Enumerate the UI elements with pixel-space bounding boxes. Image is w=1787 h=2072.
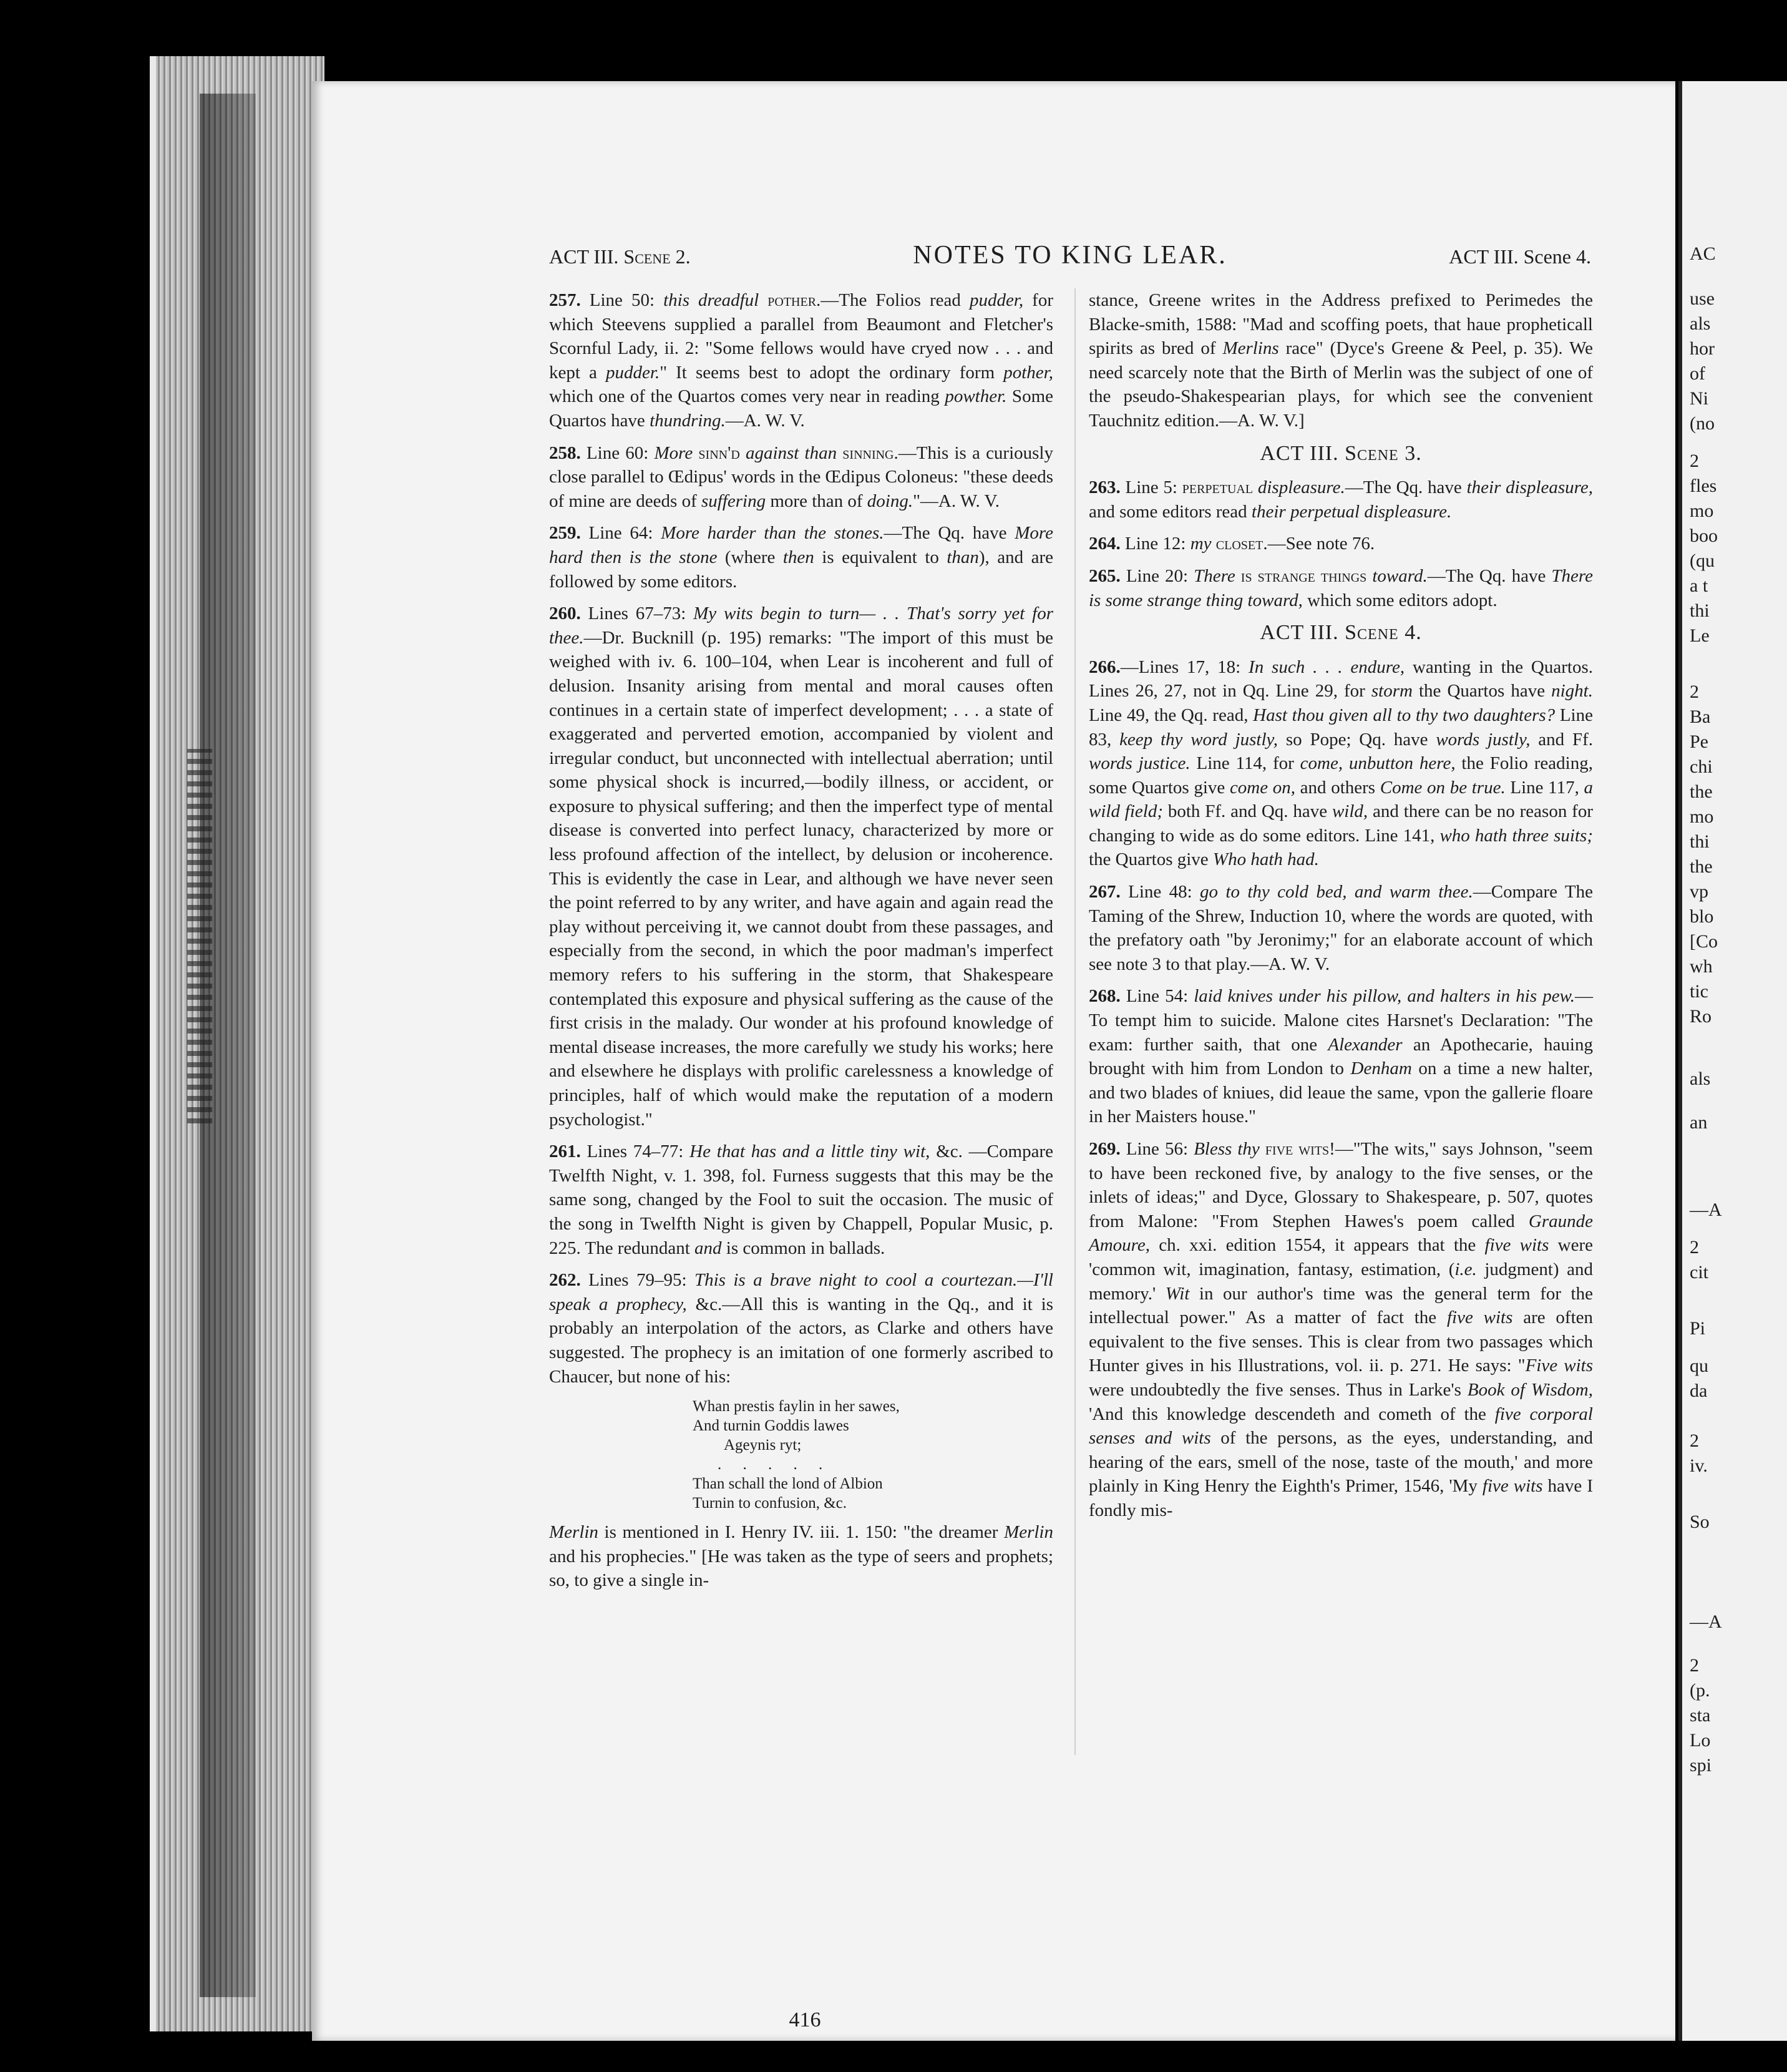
facing-page-text-fragment: Ba — [1690, 706, 1711, 727]
facing-page-text-fragment: a t — [1690, 575, 1708, 596]
facing-page-text-fragment: thi — [1690, 831, 1710, 852]
note-263: 263. Line 5: perpetual displeasure.—The Qq. have their displeasure, and some editors read their perpetual displeasure. — [1089, 477, 1594, 522]
note-257: 257. Line 50: this dreadful pother.—The Folios read pudder, for which Steevens supplied a parallel from Beaumont and Fletcher's Scornful Lady, ii. 2: "Some fellows would have cryed now . . . and kept a pudder." It seems best to adopt the ordinary form pother, which one of the Quartos comes very near in reading powther. Some Quartos have thundring.—A. W. V. — [549, 290, 1053, 431]
facing-page-fragment — [1678, 81, 1787, 2041]
column-divider — [1074, 288, 1076, 1755]
scene-heading-3: ACT III. Scene 3. — [1260, 441, 1422, 465]
facing-page-text-fragment: hor — [1690, 338, 1715, 359]
facing-page-text-fragment: 2 — [1690, 682, 1699, 702]
facing-page-text-fragment: als — [1690, 313, 1711, 334]
facing-page-text-fragment: the — [1690, 856, 1713, 877]
running-head — [549, 240, 1591, 271]
facing-page-text-fragment: 2 — [1690, 1237, 1699, 1258]
left-column — [549, 288, 1053, 1601]
facing-page-text-fragment: Ni — [1690, 388, 1708, 409]
note-258: 258. Line 60: More sinn'd against than sinning.—This is a curiously close parallel to Œdipus' words in the Œdipus Coloneus: "these deeds of mine are deeds of suffering more than of doing."—A. W. V. — [549, 442, 1054, 511]
facing-page-text-fragment: iv. — [1690, 1455, 1708, 1476]
facing-page-text-fragment: chi — [1690, 756, 1713, 777]
facing-page-text-fragment: an — [1690, 1112, 1708, 1133]
facing-page-text-fragment: 2 — [1690, 1430, 1699, 1451]
facing-page-text-fragment: Ro — [1690, 1006, 1712, 1027]
note-261: 261. Lines 74–77: He that has and a little tiny wit, &c. —Compare Twelfth Night, v. 1. 398, fol. Furness suggests that this may be the same song, changed by the Fool to suit the occasion. The music of the song in Twelfth Night is given by Chappell, Popular Music, p. 225. The redundant and is common in ballads. — [549, 1141, 1053, 1258]
right-column — [1089, 288, 1593, 1531]
facing-page-text-fragment: thi — [1690, 600, 1710, 621]
facing-page-text-fragment: (qu — [1690, 550, 1715, 571]
facing-page-text-fragment: Pe — [1690, 731, 1708, 752]
note-266: 266.—Lines 17, 18: In such . . . endure, wanting in the Quartos. Lines 26, 27, not in Qq. Line 29, for storm the Quartos have night. Line 49, the Qq. read, Hast thou given all to thy two daughters? Line 83, keep thy word justly, so Pope; Qq. have words justly, and Ff. words justice. Line 114, for come, unbutton here, the Folio reading, some Quartos give come on, and others Come on be true. Line 117, a wild field; both Ff. and Qq. have wild, and there can be no reason for changing to wide as do some editors. Line 141, who hath three suits; the Quartos give Who hath had. — [1089, 657, 1594, 870]
facing-page-text-fragment: 2 — [1690, 451, 1699, 471]
note-268: 268. Line 54: laid knives under his pillow, and halters in his pew.—To tempt him to suicide. Malone cites Harsnet's Declaration: "The exam: further saith, that one Alexander an Apothecarie, hauing brought with him from London to Denham on a time a new halter, and two blades of kniues, did leaue the same, vpon the gallerie floare in her Maisters house." — [1089, 986, 1594, 1127]
facing-page-text-fragment: da — [1690, 1381, 1708, 1401]
facing-page-text-fragment: cit — [1690, 1262, 1708, 1283]
facing-page-text-fragment: [Co — [1690, 931, 1718, 952]
facing-page-text-fragment: als — [1690, 1068, 1711, 1089]
note-262: 262. Lines 79–95: This is a brave night to cool a courtezan.—I'll speak a prophecy, &c.—All this is wanting in the Qq., and it is probably an interpolation of the actors, as Clarke and others have suggested. The prophecy is an imitation of one formerly ascribed to Chaucer, but none of his: — [549, 1270, 1053, 1387]
facing-page-text-fragment: mo — [1690, 806, 1714, 827]
facing-page-text-fragment: 2 — [1690, 1655, 1699, 1676]
note-260: 260. Lines 67–73: My wits begin to turn— . . That's sorry yet for thee.—Dr. Bucknill (p. 195) remarks: "The import of this must be weighed with iv. 6. 100–104, when Lear is incoherent and full of delusion. Insanity arising from mental and moral causes often continues in a certain state of imperfect development; . . . a state of exaggerated and perverted emotion, accompanied by violent and irregular conduct, but unconnected with intellectual aberration; until some physical shock is incurred,—bodily illness, or accident, or exposure to physical suffering; and then the imperfect type of mental disease is converted into perfect lunacy, characterized by more or less profound affection of the intellect, by delusion or incoherence. This is evidently the case in Lear, and although we have never seen the point referred to by any writer, and have again and again read the play without perceiving it, we cannot doubt from these passages, and especially from the second, in which the poor madman's imperfect memory refers to his suffering in the storm, that Shakespeare contemplated this exposure and physical suffering as the cause of the first crisis in the malady. Our wonder at his profound knowledge of mental disease increases, the more carefully we study his works; here and elsewhere he displays with prolific carelessness a knowledge of principles, half of which would make the reputation of a modern psychologist." — [549, 604, 1053, 1130]
page-title: NOTES TO KING LEAR. — [913, 241, 1227, 270]
page-number: 416 — [789, 2008, 821, 2031]
facing-page-text-fragment: So — [1690, 1512, 1710, 1532]
facing-page-text-fragment: —A — [1690, 1611, 1722, 1632]
quoted-verse — [693, 1397, 1053, 1513]
facing-page-text-fragment: use — [1690, 288, 1715, 309]
scene-heading-4: ACT III. Scene 4. — [1260, 621, 1422, 645]
facing-page-text-fragment: (p. — [1690, 1680, 1710, 1701]
verse-line: Turnin to confusion, &c. — [693, 1495, 847, 1512]
facing-page-text-fragment: qu — [1690, 1356, 1708, 1376]
verse-ellipsis: . . . . . — [718, 1456, 832, 1473]
facing-page-text-fragment: boo — [1690, 525, 1718, 546]
running-head-left: ACT III. Scene 2. — [549, 245, 691, 268]
facing-page-text-fragment: tic — [1690, 981, 1708, 1002]
note-262-end: stance, Greene writes in the Address prefixed to Perimedes the Blacke-smith, 1588: "Mad and scoffing poets, that haue propheticall spirits as bred of Merlins race" (Dyce's Greene & Peel, p. 35). We need scarcely note that the Birth of Merlin was the subject of one of the pseudo-Shakespearian plays, for which see the convenient Tauchnitz edition.—A. W. V.] — [1089, 290, 1593, 431]
facing-page-text-fragment: wh — [1690, 956, 1713, 977]
note-264: 264. Line 12: my closet.—See note 76. — [1089, 534, 1375, 554]
facing-page-text-fragment: blo — [1690, 906, 1714, 927]
facing-page-text-fragment: —A — [1690, 1200, 1722, 1220]
facing-page-text-fragment: spi — [1690, 1755, 1712, 1776]
running-head-right: ACT III. Scene 4. — [1449, 245, 1591, 268]
verse-line: Whan prestis faylin in her sawes, — [693, 1398, 900, 1415]
facing-page-text-fragment: AC — [1690, 243, 1716, 264]
facing-page-text-fragment: fles — [1690, 476, 1717, 496]
note-262-continued: Merlin is mentioned in I. Henry IV. iii. 1. 150: "the dreamer Merlin and his prophecies." [He was taken as the type of seers and prophets; so, to give a single in- — [549, 1522, 1053, 1591]
facing-page-text-fragment: sta — [1690, 1705, 1711, 1726]
note-259: 259. Line 64: More harder than the stones.—The Qq. have More hard then is the stone (where then is equivalent to than), and are followed by some editors. — [549, 523, 1053, 592]
facing-page-text-fragment: of — [1690, 363, 1705, 384]
facing-page-text-fragment: mo — [1690, 501, 1714, 521]
facing-page-text-fragment: Le — [1690, 625, 1710, 646]
note-269: 269. Line 56: Bless thy five wits!—"The wits," says Johnson, "seem to have been reckoned five, by analogy to the five senses, or the inlets of ideas;" and Dyce, Glossary to Shakespeare, p. 507, quotes from Malone: "From Stephen Hawes's poem called Graunde Amoure, ch. xxi. edition 1554, it appears that the five wits were 'common wit, imagination, fantasy, estimation, (i.e. judgment) and memory.' Wit in our author's time was the general term for the intellectual power." As a matter of fact the five wits are often equivalent to the five senses. This is clear from two passages which Hunter gives in his Illustrations, vol. ii. p. 271. He says: "Five wits were undoubtedly the five senses. Thus in Larke's Book of Wisdom, 'And this knowledge descendeth and cometh of the five corporal senses and wits of the persons, as the eyes, understanding, and hearing of the ears, smell of the nose, taste of the mouth,' and more plainly in King Henry the Eighth's Primer, 1546, 'My five wits have I fondly mis- — [1089, 1139, 1594, 1520]
facing-page-text-fragment: Lo — [1690, 1730, 1711, 1751]
facing-page-text-fragment: Pi — [1690, 1318, 1706, 1339]
verse-line: And turnin Goddis lawes — [693, 1417, 849, 1435]
facing-page-text-fragment: vp — [1690, 881, 1708, 902]
note-267: 267. Line 48: go to thy cold bed, and warm thee.—Compare The Taming of the Shrew, Induction 10, where the words are quoted, with the prefatory oath "by Jeronimy;" for an elaborate account of which see note 3 to that play.—A. W. V. — [1089, 882, 1593, 974]
facing-page-text-fragment: the — [1690, 781, 1713, 802]
verse-line: Ageynis ryt; — [724, 1437, 802, 1454]
spine-lettering — [187, 749, 212, 1123]
note-265: 265. Line 20: There is strange things toward.—The Qq. have There is some strange thing toward, which some editors adopt. — [1089, 565, 1593, 610]
verse-line: Than schall the lond of Albion — [693, 1475, 883, 1493]
facing-page-text-fragment: (no — [1690, 413, 1715, 434]
